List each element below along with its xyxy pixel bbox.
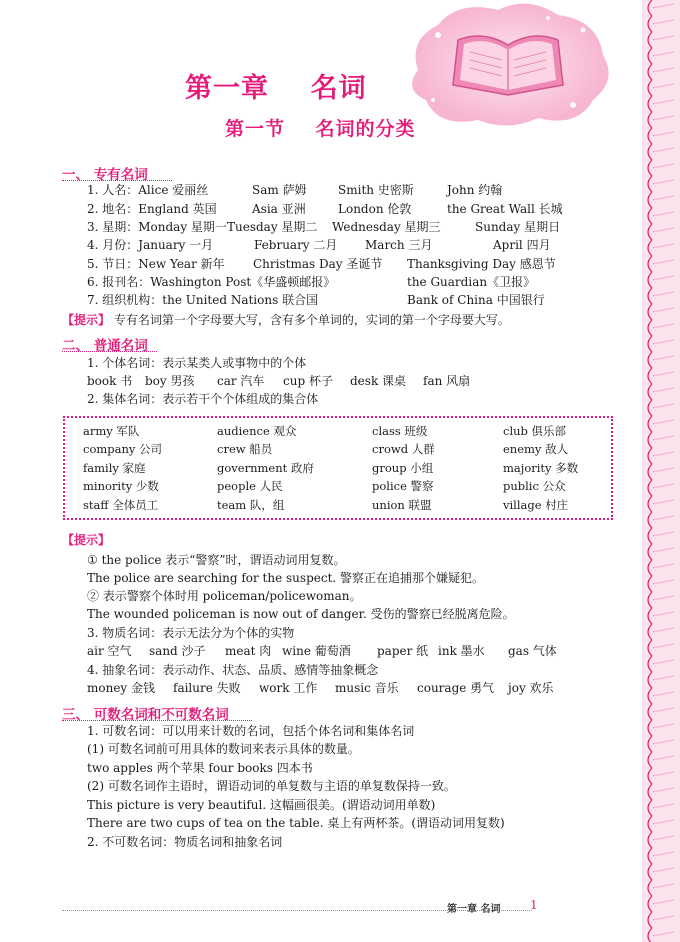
abstract-noun-definition: 4. 抽象名词：表示动作、状态、品质、感情等抽象概念 <box>87 663 379 677</box>
collective-noun-entry: crew 船员 <box>217 442 273 456</box>
countable-line: (1) 可数名词前可用具体的数词来表示具体的数量。 <box>87 742 360 756</box>
collective-noun-entry: family 家庭 <box>83 461 146 475</box>
collective-noun-entry: union 联盟 <box>372 498 432 512</box>
collective-noun-entry: police 警察 <box>372 479 434 493</box>
collective-noun-definition: 2. 集体名词：表示若干个个体组成的集合体 <box>87 392 319 406</box>
collective-noun-entry: majority 多数 <box>503 461 579 475</box>
tip-line: The wounded policeman is now out of danger. 受伤的警察已经脱离危险。 <box>87 607 515 621</box>
collective-noun-entry: club 俱乐部 <box>503 424 567 438</box>
tip-line: The police are searching for the suspect. 警察正在追捕那个嫌疑犯。 <box>87 571 485 585</box>
tip-line: ② 表示警察个体时用 policeman/policewoman。 <box>87 589 362 603</box>
countable-line: 1. 可数名词：可以用来计数的名词，包括个体名词和集体名词 <box>87 724 415 738</box>
open-book-decoration-icon <box>398 0 618 130</box>
collective-noun-entry: enemy 敌人 <box>503 442 569 456</box>
heading-countable-nouns: 三、 可数名词和不可数名词 <box>62 707 229 723</box>
collective-noun-entry: minority 少数 <box>83 479 159 493</box>
section-title: 第一节 名词的分类 <box>225 118 416 140</box>
heading-underline <box>62 720 252 721</box>
countable-line: two apples 两个苹果 four books 四本书 <box>87 761 313 775</box>
tip-label: 【提示】 <box>62 313 111 327</box>
tip-line: ① the police 表示“警察”时，谓语动词用复数。 <box>87 553 346 567</box>
tip-text: 专有名词第一个字母要大写，含有多个单词的，实词的第一个字母要大写。 <box>113 313 510 327</box>
collective-noun-entry: army 军队 <box>83 424 140 438</box>
collective-noun-entry: company 公司 <box>83 442 163 456</box>
countable-line: (2) 可数名词作主语时，谓语动词的单复数与主语的单复数保持一致。 <box>87 779 456 793</box>
page: 第一章 名词 第一节 名词的分类 一、 专有名词 1. 人名：Alice 爱丽丝 Sam 萨姆 Smith 史密斯 John 约翰 2. 地名：England 英国 Asia 亚洲 London 伦敦 the Great Wall 长城 3. 星期：Monday 星期一 Tuesday 星期二 Wednesday 星期三 Sunday 星期日 4. 月份：January 一月 February 二月 March 三月 April 四月 5. 节日：New Year 新年 Christmas Day 圣诞节 Thanksgiving Day 感恩节 6. 报刊名：Washington Post《华盛顿邮报》 the Guardian《卫报》 7. 组织机构：the United Nations 联合国 Bank of China 中国银行 【提示】 专有名词第一个字母要大写，含有多个单词的，实词的第一个字母要大写。 二、 普通名词 1. 个体名词：表示某类人或事物中的个体 book 书 boy 男孩 car 汽车 cup 杯子 desk 课桌 fan 风扇 2. 集体名词：表示若干个个体组成的集合体 army 军队 audience 观众 class 班级 club 俱乐部 company 公司 crew 船员 crowd 人群 enemy 敌人 family 家庭 government 政府 group 小组 majority 多数 minority 少数 people 人民 police 警察 public 公众 staff 全体员工 team 队，组 union 联盟 village 村庄 【提示】 ① the police 表示“警察”时，谓语动词用复数。 The police are searching for the suspect. 警察正在追捕那个嫌疑犯。 ② 表示警察个体时用 policeman/policewoman。 The wounded policeman is now out of danger. 受伤的警察已经脱离危险。 3. 物质名词：表示无法分为个体的实物 air 空气 sand 沙子 meat 肉 wine 葡萄酒 paper 纸 ink 墨水 gas 气体 4. 抽象名词：表示动作、状态、品质、感情等抽象概念 money 金钱 failure 失败 work 工作 music 音乐 courage 勇气 joy 欢乐 三、 可数名词和不可数名词 1. 可数名词：可以用来计数的名词，包括个体名词和集体名词 (1) 可数名词前可用具体的数词来表示具体的数量。 two apples 两个苹果 four books 四本书 (2) 可数名词作主语时，谓语动词的单复数与主语的单复数保持一致。 This picture is very beautiful. 这幅画很美。(谓语动词用单数) There are two cups of tea on the table. 桌上有两杯茶。(谓语动词用复数) 2. 不可数名词：物质名词和抽象名词 第一章 名词 1 <box>0 0 680 942</box>
collective-noun-entry: government 政府 <box>217 461 314 475</box>
material-noun-definition: 3. 物质名词：表示无法分为个体的实物 <box>87 626 295 640</box>
collective-noun-entry: staff 全体员工 <box>83 498 159 512</box>
heading-proper-nouns: 一、 专有名词 <box>62 167 148 183</box>
decorative-page-edge <box>642 0 680 942</box>
chapter-title: 第一章 名词 <box>185 73 367 104</box>
page-number: 1 <box>530 898 538 912</box>
collective-noun-entry: crowd 人群 <box>372 442 435 456</box>
collective-noun-entry: people 人民 <box>217 479 283 493</box>
collective-noun-entry: class 班级 <box>372 424 428 438</box>
heading-underline <box>62 180 172 181</box>
collective-noun-entry: village 村庄 <box>503 498 569 512</box>
collective-noun-entry: audience 观众 <box>217 424 297 438</box>
tip-proper-nouns <box>62 313 510 328</box>
countable-line: There are two cups of tea on the table. 桌上有两杯茶。(谓语动词用复数) <box>87 816 505 830</box>
collective-noun-box <box>63 416 613 520</box>
countable-line: 2. 不可数名词：物质名词和抽象名词 <box>87 835 283 849</box>
collective-noun-entry: group 小组 <box>372 461 434 475</box>
heading-underline <box>62 351 157 352</box>
individual-noun-definition: 1. 个体名词：表示某类人或事物中的个体 <box>87 356 307 370</box>
footer-chapter-label: 第一章 名词 <box>447 904 501 915</box>
heading-common-nouns: 二、 普通名词 <box>62 338 148 354</box>
tip-label-common: 【提示】 <box>62 533 111 547</box>
collective-noun-entry: public 公众 <box>503 479 566 493</box>
collective-noun-entry: team 队，组 <box>217 498 285 512</box>
countable-line: This picture is very beautiful. 这幅画很美。(谓语动词用单数) <box>87 798 436 812</box>
